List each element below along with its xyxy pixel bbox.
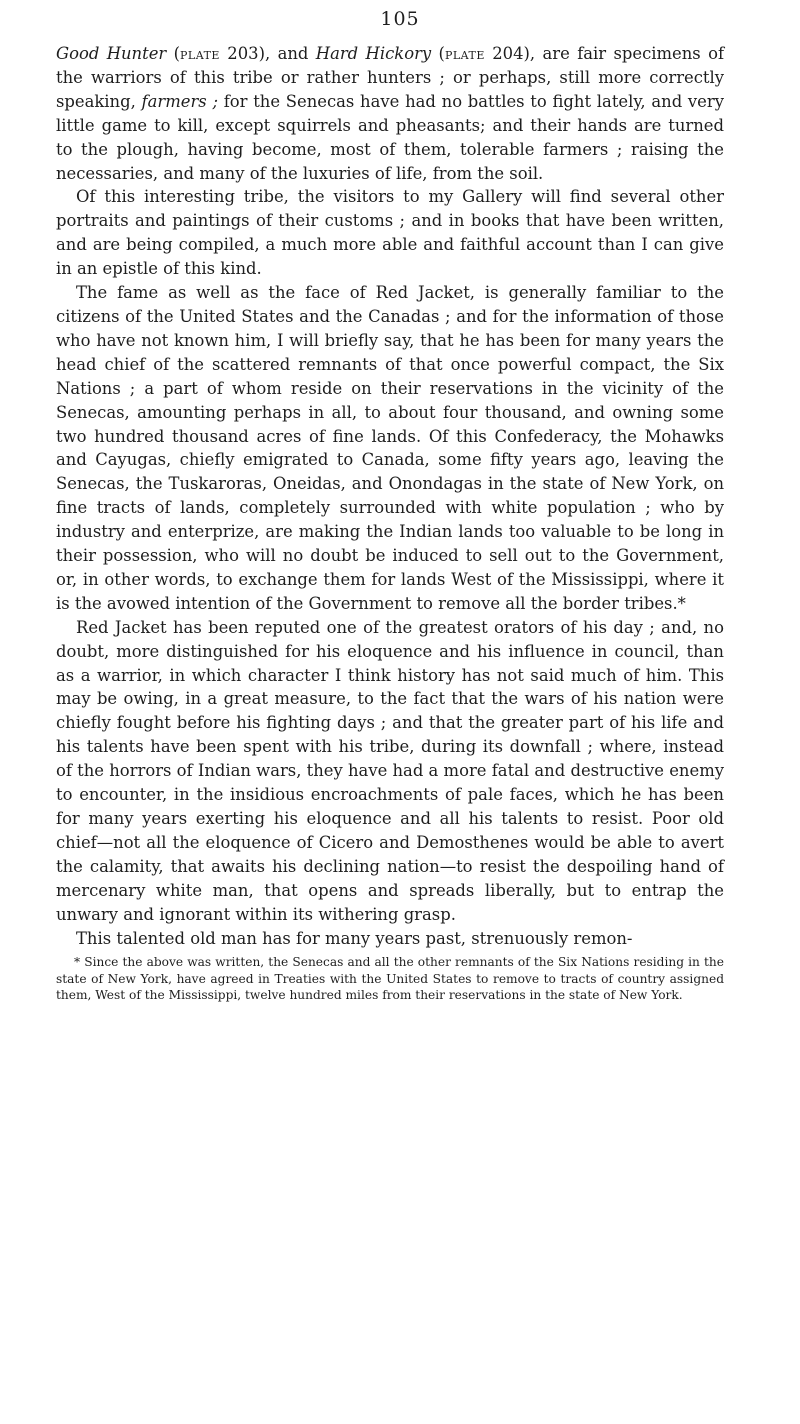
paragraph-3: The fame as well as the face of Red Jacket, is generally familiar to the citizens of the United States and the Canadas ; and for the information of those who have not known him, I will briefly say, that he has been for many years the head chief of the scattered remnants of that once powerful compact, the Six Nations ; a part of whom reside on their reservations in the vicinity of the Senecas, amounting perhaps in all, to about four thousand, and owning some two hundred thousand acres of fine lands. Of this Confederacy, the Mohawks and Cayugas, chiefly emigrated to Canada, some fifty years ago, leaving the Senecas, the Tuskaroras, Oneidas, and Onondagas in the state of New York, on fine tracts of lands, completely surrounded with white population ; who by industry and enterprize, are making the Indian lands too valuable to be long in their possession, who will no doubt be induced to sell out to the Government, or, in other words, to exchange them for lands West of the Mississippi, where it is the avowed intention of the Government to remove all the border tribes.* xyxy=(56,283,724,613)
page-number: 105 xyxy=(380,8,420,30)
body-text xyxy=(56,42,724,1003)
paragraph-1 xyxy=(56,42,724,185)
title-hard-hickory: Hard Hickory xyxy=(315,44,432,63)
paragraph-4: Red Jacket has been reputed one of the greatest orators of his day ; and, no doubt, more distinguished for his eloquence and his influence in council, than as a warrior, in which character I think history has not said much of him. This may be owing, in a great measure, to the fact that the wars of his nation were chiefly fought before his fighting days ; and that the greater part of his life and his talents have been spent with his tribe, during its downfall ; where, instead of the horrors of Indian wars, they have had a more fatal and destructive enemy to encounter, in the insidious encroachments of pale faces, which he has been for many years exerting his eloquence and all his talents to resist. Poor old chief—not all the eloquence of Cicero and Demosthenes would be able to avert the calamity, that awaits his declining nation—to resist the despoiling hand of mercenary white man, that opens and spreads liberally, but to entrap the unwary and ignorant within its withering grasp. xyxy=(56,617,724,924)
plate-label-2: plate xyxy=(444,44,485,63)
paren-2: ( xyxy=(431,44,445,63)
title-good-hunter: Good Hunter xyxy=(56,44,167,63)
paragraph-1-text-b: for the Senecas have had no battles to fight lately, and very little game to kill, except squirrels and pheasants; and their hands are turned to the plough, having become, most of them, tolerable farmers ; raising the necessaries, and many of the luxuries of life, from the soil. xyxy=(56,91,724,183)
footnote: * Since the above was written, the Senecas and all the other remnants of the Six Nations residing in the state of New York, have agreed in Treaties with the United States to remove to tracts of country assigned them, West of the Mississippi, twelve hundred miles from their reservations in the state of New York. xyxy=(56,955,724,1002)
farmers-italic: farmers ; xyxy=(141,91,218,111)
paren-1: ( xyxy=(166,44,181,63)
paragraph-5: This talented old man has for many years past, strenuously remon- xyxy=(76,928,633,948)
plate-ref-1: 203), and xyxy=(219,44,316,63)
paragraph-1-text-a: 204), are fair specimens of the warriors of this tribe or rather hunters ; or perhaps, still more correctly speaking, xyxy=(56,44,725,111)
plate-label-1: plate xyxy=(180,44,220,63)
paragraph-2: Of this interesting tribe, the visitors to my Gallery will find several other portraits and paintings of their customs ; and in books that have been written, and are being compiled, a much more able and faithful account than I can give in an epistle of this kind. xyxy=(56,187,724,279)
